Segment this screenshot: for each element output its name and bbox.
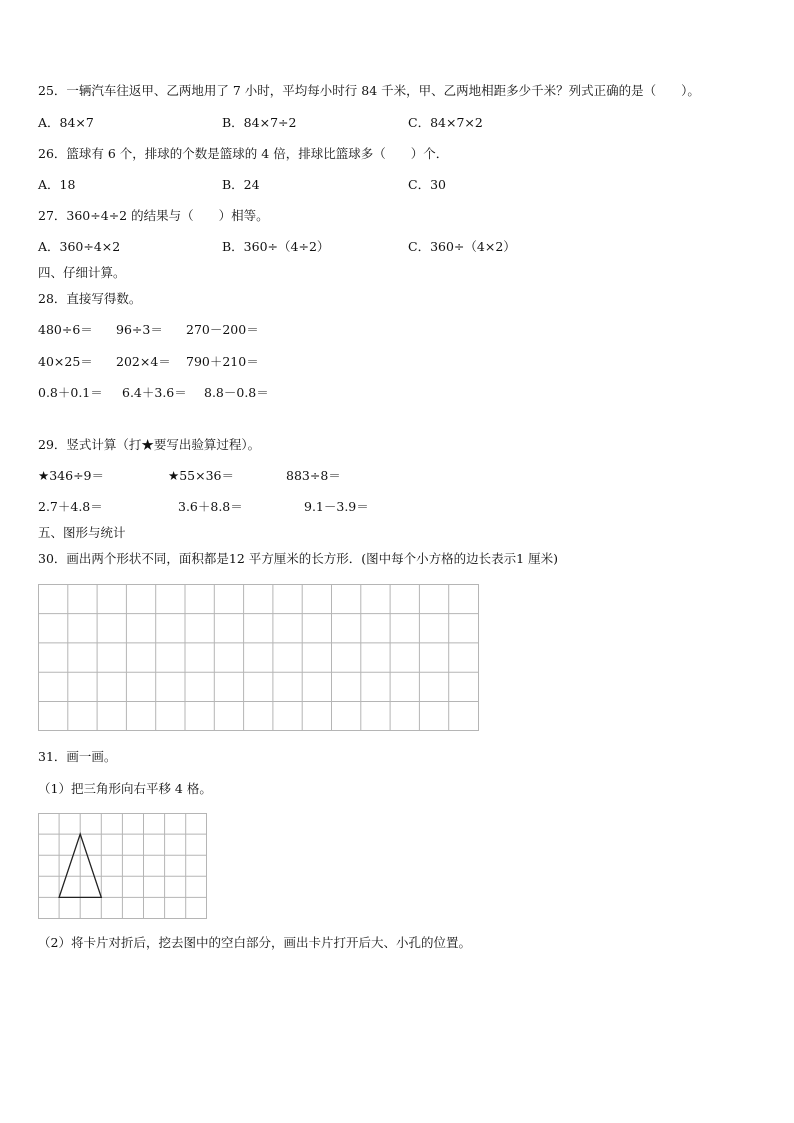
question-25-text: 25．一辆汽车往返甲、乙两地用了 7 小时，平均每小时行 84 千米，甲、乙两地相距多少千米？列式正确的是（ ）。 — [38, 83, 700, 98]
q27-option-b: B．360÷（4÷2） — [222, 239, 330, 254]
rectangle-drawing-grid[interactable] — [38, 584, 480, 732]
q28-row3-item1: 0.8＋0.1＝ — [38, 385, 103, 400]
q29-row2-item3: 9.1－3.9＝ — [304, 499, 369, 514]
question-30-text: 30．画出两个形状不同，面积都是12 平方厘米的长方形．(图中每个小方格的边长表示1 厘米) — [38, 551, 558, 566]
q29-row1-item1: ★346÷9＝ — [38, 468, 104, 483]
question-31-part2: （2）将卡片对折后，挖去图中的空白部分，画出卡片打开后大、小孔的位置。 — [38, 935, 471, 950]
q29-row1-item3: 883÷8＝ — [286, 468, 341, 483]
q25-option-b: B．84×7÷2 — [222, 115, 297, 130]
q28-row2-item3: 790＋210＝ — [186, 354, 259, 369]
q25-option-a: A．84×7 — [38, 115, 94, 130]
q27-option-a: A．360÷4×2 — [38, 239, 121, 254]
question-31-text: 31．画一画。 — [38, 749, 117, 764]
section-4-title: 四、仔细计算。 — [38, 265, 126, 280]
triangle-translation-grid[interactable] — [38, 813, 208, 920]
q26-option-c: C．30 — [408, 177, 446, 192]
question-29-text: 29．竖式计算（打★要写出验算过程）。 — [38, 437, 261, 452]
q28-row1-item2: 96÷3＝ — [116, 322, 163, 337]
section-5-title: 五、图形与统计 — [38, 525, 126, 540]
q28-row3-item3: 8.8－0.8＝ — [204, 385, 269, 400]
q29-row2-item2: 3.6＋8.8＝ — [178, 499, 243, 514]
question-31-part1: （1）把三角形向右平移 4 格。 — [38, 781, 212, 796]
question-27-text: 27．360÷4÷2 的结果与（ ）相等。 — [38, 208, 269, 223]
q26-option-a: A．18 — [38, 177, 76, 192]
q25-option-c: C．84×7×2 — [408, 115, 483, 130]
q27-option-c: C．360÷（4×2） — [408, 239, 516, 254]
q28-row2-item1: 40×25＝ — [38, 354, 93, 369]
question-26-text: 26．篮球有 6 个，排球的个数是篮球的 4 倍，排球比篮球多（ ）个． — [38, 146, 449, 161]
q28-row2-item2: 202×4＝ — [116, 354, 171, 369]
q28-row1-item1: 480÷6＝ — [38, 322, 93, 337]
q29-row2-item1: 2.7＋4.8＝ — [38, 499, 103, 514]
q26-option-b: B．24 — [222, 177, 260, 192]
q28-row1-item3: 270－200＝ — [186, 322, 259, 337]
question-28-text: 28．直接写得数。 — [38, 291, 142, 306]
q29-row1-item2: ★55×36＝ — [168, 468, 234, 483]
q28-row3-item2: 6.4＋3.6＝ — [122, 385, 187, 400]
